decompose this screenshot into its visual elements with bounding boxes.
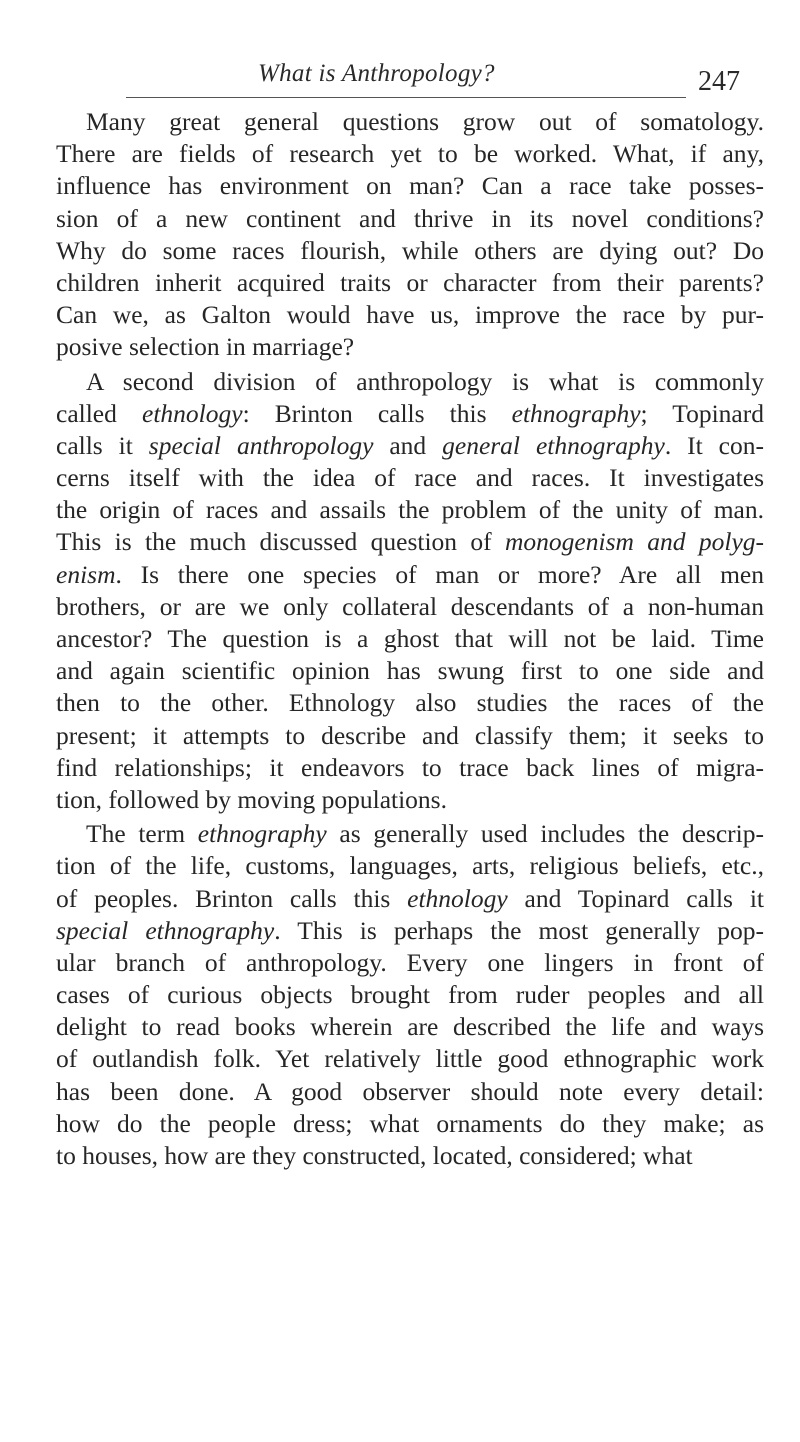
italic-term: enism [56,559,116,589]
text-run: tion, followed by moving populations. [56,784,447,814]
text-run: has been done. A good observer should note every detail: [56,1076,764,1106]
italic-term: ethnography [197,819,327,849]
text-run: ancestor? The question is a ghost that will not be laid. Time [56,624,764,653]
page-number: 247 [698,66,740,97]
italic-term: ethnography [511,398,641,428]
text-run: of outlandish folk. Yet relatively little good ethnographic work [56,1044,764,1074]
text-run: the origin of races and assails the problem of the unity of man. [56,495,764,525]
text-run: to houses, how are they constructed, located, considered; what [56,1141,693,1170]
text-line [56,687,764,719]
italic-term: ethnology [407,883,508,913]
text-line [56,623,764,655]
text-run: There are fields of research yet to be worked. What, if any, [56,139,764,169]
text-line [56,331,764,363]
text-line [56,752,764,784]
text-run: of peoples. Brinton calls this [56,883,408,913]
italic-term: special anthropology [148,430,374,460]
text-run: as generally used includes the descrip- [326,819,764,849]
text-line [56,979,764,1011]
text-line [56,1140,764,1172]
text-line [56,299,764,331]
text-line [56,591,764,623]
text-run: ; Topinard [640,398,764,428]
text-line [56,526,764,558]
text-line [56,915,764,947]
text-run: brothers, or are we only collateral descendants of a non-human [56,591,764,621]
text-run: . Is there one species of man or more? Are all men [115,559,764,589]
text-run: . This is perhaps the most generally pop- [274,915,764,945]
text-line [56,462,764,494]
text-line [56,655,764,687]
text-line [56,170,764,202]
text-run: children inherit acquired traits or character from their parents? [56,267,764,297]
text-run: cases of curious objects brought from ruder peoples and all [56,980,764,1010]
text-run: Many great general questions grow out of somatology. [86,107,764,136]
body-text [56,106,764,1172]
running-head-title: What is Anthropology? [258,60,495,87]
paragraph [56,106,764,364]
text-run: The term [86,819,198,849]
text-run: called [56,398,142,428]
text-run: present; it attempts to describe and classify them; it seeks to [56,720,764,750]
text-line [56,138,764,170]
text-run: then to the other. Ethnology also studies the races of the [56,688,764,718]
text-line [56,203,764,235]
text-line [56,947,764,979]
text-run: A second division of anthropology is what is commonly [86,366,764,396]
text-run: posive selection in marriage? [56,332,355,362]
text-run: tion of the life, customs, languages, arts, religious beliefs, etc., [56,851,764,881]
text-line [56,784,764,816]
text-run: . It con- [664,430,764,460]
paragraph [56,818,764,1172]
text-run: find relationships; it endeavors to trace back lines of migra- [56,752,764,782]
italic-term: ethnology [142,398,243,428]
italic-term: special ethnography [56,915,275,945]
text-line [56,1076,764,1108]
text-line [56,850,764,882]
text-run: how do the people dress; what ornaments do they make; as [56,1108,764,1138]
text-run: calls it [56,430,149,460]
italic-term: general ethnography [442,430,665,460]
text-run: delight to read books wherein are described the life and ways [56,1012,764,1042]
italic-term: monogenism and polyg- [505,527,764,557]
text-run: cerns itself with the idea of race and races. It investigates [56,463,764,493]
text-line [56,1043,764,1075]
text-line [56,720,764,752]
text-run: and [373,430,443,460]
header-rule [126,97,686,98]
text-line [56,430,764,462]
text-line [56,494,764,526]
text-line [56,818,764,850]
text-line [56,106,764,138]
text-line [56,883,764,915]
text-line [56,366,764,398]
text-run: sion of a new continent and thrive in its novel conditions? [56,203,764,233]
text-run: ular branch of anthropology. Every one lingers in front of [56,947,764,977]
text-line [56,398,764,430]
text-run: : Brinton calls this [242,398,512,428]
text-line [56,1108,764,1140]
text-run: influence has environment on man? Can a race take posses- [56,171,764,201]
text-run: and Topinard calls it [507,883,764,913]
text-line [56,559,764,591]
text-run: and again scientific opinion has swung first to one side and [56,656,764,686]
text-run: Why do some races flourish, while others are dying out? Do [56,235,764,265]
text-run: Can we, as Galton would have us, improve the race by pur- [56,300,764,330]
paragraph [56,366,764,817]
text-run: This is the much discussed question of [56,527,505,557]
text-line [56,1011,764,1043]
text-line [56,235,764,267]
text-line [56,267,764,299]
